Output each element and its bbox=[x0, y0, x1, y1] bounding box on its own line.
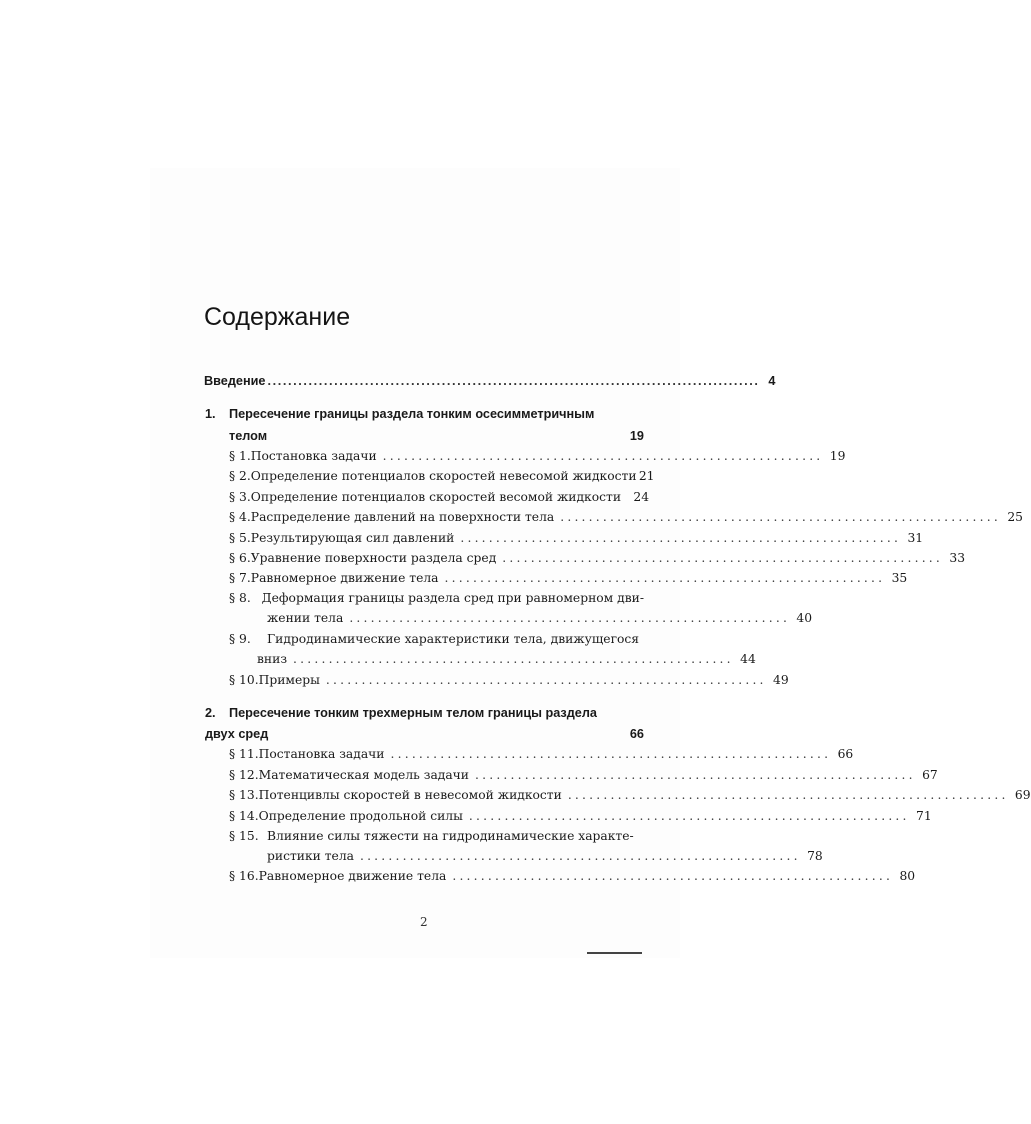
leader-dots: .............................................................. bbox=[325, 673, 767, 687]
section-number: § 9. bbox=[229, 632, 251, 646]
section-number: § 16. bbox=[229, 869, 259, 883]
toc-label: Потенцивлы скоростей в невесомой жидкости bbox=[258, 788, 562, 802]
section-number: § 11. bbox=[229, 747, 259, 761]
chapter-title-line1: Пересечение тонким трехмерным телом границы раздела bbox=[229, 706, 597, 720]
toc-entry[interactable] bbox=[229, 631, 644, 647]
toc-label: Определение потенциалов скоростей невесомой жидкости bbox=[250, 469, 637, 483]
toc-entry[interactable] bbox=[229, 489, 650, 505]
leader-dots: .............................................................. bbox=[444, 571, 886, 585]
chapter-title-line2: телом bbox=[229, 429, 268, 443]
toc-page: 71 bbox=[916, 809, 932, 823]
toc-label: Примеры bbox=[258, 673, 320, 687]
toc-entry[interactable] bbox=[229, 767, 938, 783]
toc-page: 19 bbox=[829, 449, 846, 463]
toc-entry[interactable] bbox=[229, 590, 644, 606]
toc-entry-cont[interactable] bbox=[267, 848, 823, 864]
section-number: § 4. bbox=[229, 510, 251, 524]
section-number: § 14. bbox=[229, 809, 259, 823]
leader-dots: .............................................................. bbox=[475, 768, 916, 782]
leader-dots: .............................................................. bbox=[567, 788, 1009, 802]
toc-label: Математическая модель задачи bbox=[258, 768, 469, 782]
leader-dots: .............................................................. bbox=[359, 849, 801, 863]
leader-dots: .............................................................. bbox=[560, 510, 1001, 524]
toc-label-cont: вниз bbox=[257, 652, 288, 666]
toc-entry[interactable] bbox=[229, 808, 932, 824]
toc-page: 66 bbox=[629, 727, 644, 741]
toc-label: Гидродинамические характеристики тела, движущегося bbox=[267, 632, 640, 646]
section-number: § 2. bbox=[229, 469, 251, 483]
toc-label-cont: жении тела bbox=[267, 611, 344, 625]
toc-label: Деформация границы раздела сред при равномерном дви- bbox=[261, 591, 644, 605]
chapter-number: 2. bbox=[205, 706, 216, 720]
leader-dots: .............................................................. bbox=[468, 809, 910, 823]
chapter-number: 1. bbox=[205, 407, 216, 421]
toc-entry[interactable] bbox=[229, 570, 908, 586]
section-number: § 12. bbox=[229, 768, 259, 782]
section-number: § 10. bbox=[229, 673, 259, 687]
toc-entry[interactable] bbox=[229, 828, 644, 844]
toc-entry[interactable] bbox=[229, 468, 655, 484]
toc-page: 80 bbox=[899, 869, 916, 883]
toc-chapter-2-title[interactable] bbox=[205, 705, 597, 721]
toc-label: Определение потенциалов скоростей весомой жидкости bbox=[250, 490, 622, 504]
toc-label: Введение bbox=[204, 374, 266, 388]
page-title: Содержание bbox=[204, 303, 351, 331]
toc-label: Равномерное движение тела bbox=[258, 869, 447, 883]
toc-label-cont: ристики тела bbox=[267, 849, 354, 863]
section-number: § 7. bbox=[229, 571, 251, 585]
toc-page: 35 bbox=[891, 571, 908, 585]
toc-entry-cont[interactable] bbox=[257, 651, 756, 667]
leader-dots: ................................................................................................ bbox=[267, 374, 760, 388]
toc-page: 31 bbox=[907, 531, 924, 545]
toc-page: 19 bbox=[629, 429, 644, 443]
toc-page: 67 bbox=[922, 768, 938, 782]
toc-page: 66 bbox=[837, 747, 854, 761]
chapter-title-line2: двух сред bbox=[205, 727, 269, 741]
section-number: § 5. bbox=[229, 531, 251, 545]
section-number: § 15. bbox=[229, 829, 259, 843]
toc-entry[interactable] bbox=[229, 746, 854, 762]
chapter-title-line1: Пересечение границы раздела тонким осесимметричным bbox=[229, 407, 595, 421]
leader-dots: .............................................................. bbox=[452, 869, 894, 883]
toc-page: 44 bbox=[740, 652, 756, 666]
toc-page: 4 bbox=[768, 374, 776, 388]
toc-label: Постановка задачи bbox=[250, 449, 377, 463]
toc-entry-intro[interactable] bbox=[204, 373, 776, 389]
section-number: § 3. bbox=[229, 490, 251, 504]
toc-entry[interactable] bbox=[229, 509, 1023, 525]
leader-dots: .............................................................. bbox=[293, 652, 734, 666]
toc-page: 40 bbox=[796, 611, 813, 625]
toc-entry-cont[interactable] bbox=[267, 610, 813, 626]
toc-entry[interactable] bbox=[229, 868, 916, 884]
section-number: § 13. bbox=[229, 788, 259, 802]
toc-label: Результирующая сил давлений bbox=[250, 531, 455, 545]
toc-entry[interactable] bbox=[229, 550, 966, 566]
leader-dots: .............................................................. bbox=[390, 747, 832, 761]
toc-page: 78 bbox=[807, 849, 823, 863]
leader-dots: .............................................................. bbox=[460, 531, 902, 545]
toc-chapter-1-title-cont[interactable] bbox=[229, 428, 644, 444]
toc-label: Равномерное движение тела bbox=[250, 571, 439, 585]
toc-label: Постановка задачи bbox=[258, 747, 385, 761]
toc-page: 69 bbox=[1014, 788, 1031, 802]
toc-page: 33 bbox=[949, 551, 966, 565]
leader-dots: .............................................................. bbox=[382, 449, 824, 463]
toc-page: 25 bbox=[1007, 510, 1023, 524]
page-number: 2 bbox=[420, 915, 428, 929]
toc-entry[interactable] bbox=[229, 448, 846, 464]
toc-label: Распределение давлений на поверхности тела bbox=[250, 510, 555, 524]
toc-label: Влияние силы тяжести на гидродинамические характе- bbox=[267, 829, 634, 843]
toc-entry[interactable] bbox=[229, 787, 1031, 803]
toc-entry[interactable] bbox=[229, 530, 924, 546]
toc-chapter-1-title[interactable] bbox=[205, 406, 594, 422]
toc-entry[interactable] bbox=[229, 672, 789, 688]
section-number: § 6. bbox=[229, 551, 251, 565]
leader-dots: .............................................................. bbox=[349, 611, 791, 625]
toc-label: Уравнение поверхности раздела сред bbox=[250, 551, 497, 565]
scan-mark bbox=[587, 952, 642, 954]
section-number: § 8. bbox=[229, 591, 251, 605]
toc-label: Определение продольной силы bbox=[258, 809, 463, 823]
section-number: § 1. bbox=[229, 449, 251, 463]
leader-dots: .............................................................. bbox=[502, 551, 944, 565]
toc-chapter-2-title-cont[interactable] bbox=[205, 726, 644, 742]
toc-page: 21 bbox=[638, 469, 655, 483]
toc-page: 49 bbox=[773, 673, 789, 687]
toc-page: 24 bbox=[633, 490, 650, 504]
